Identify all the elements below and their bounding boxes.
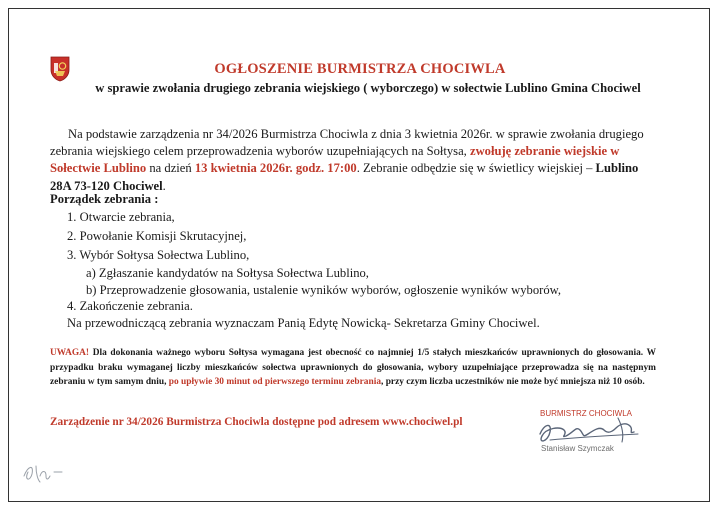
meeting-date-highlight: 13 kwietnia 2026r. godz. 17:00 <box>194 161 357 176</box>
announcement-subtitle: w sprawie zwołania drugiego zebrania wiejskiego ( wyborczego) w sołectwie Lublino Gmina Chociwel <box>95 81 641 95</box>
agenda-subitem: b) Przeprowadzenie głosowania, ustalenie wyników wyborów, ogłoszenie wyników wyborów, <box>86 283 562 297</box>
stamp-title: BURMISTRZ CHOCIWLA <box>540 409 632 418</box>
intro-text-date-prefix: na dzień <box>146 161 195 176</box>
convene-highlight: zwołuję zebranie wiejskie w Sołectwie Lublino <box>50 144 620 176</box>
ordinance-link[interactable]: Zarządzenie nr 34/2026 Burmistrza Chociwla dostępne pod adresem www.chociwel.pl <box>50 416 463 428</box>
meeting-location: Lublino 28A 73-120 Chociwel <box>50 161 639 193</box>
agenda-item: 1. Otwarcie zebrania, <box>67 210 175 224</box>
agenda-subitem: a) Zgłaszanie kandydatów na Sołtysa Sołectwa Lublino, <box>86 266 369 280</box>
agenda-item: 3. Wybór Sołtysa Sołectwa Lublino, <box>67 248 250 262</box>
handwritten-initials-icon <box>20 454 66 484</box>
stamp-name: Stanisław Szymczak <box>541 444 614 453</box>
agenda-item: 4. Zakończenie zebrania. <box>67 299 193 313</box>
intro-text: Na podstawie zarządzenia nr 34/2026 Burmistrza Chociwla z dnia 3 kwietnia 2026r. w sprawie zwołania drugiego zebrania wiejskiego celem przeprowadzenia wyborów uzupełniających na Sołtysa, <box>50 127 644 159</box>
intro-paragraph <box>50 126 655 195</box>
warning-highlight: po upływie 30 minut od pierwszego terminu zebrania <box>168 377 382 388</box>
intro-text-end: . <box>162 178 166 193</box>
announcement-title: OGŁOSZENIE BURMISTRZA CHOCIWLA <box>214 61 506 77</box>
agenda-item: 2. Powołanie Komisji Skrutacyjnej, <box>67 229 247 243</box>
warning-paragraph <box>50 346 656 390</box>
warning-label: UWAGA! <box>50 348 90 358</box>
chairperson-note: Na przewodniczącą zebrania wyznaczam Panią Edytę Nowicką- Sekretarza Gminy Chociwel. <box>67 316 540 330</box>
intro-text-location-prefix: . Zebranie odbędzie się w świetlicy wiejskiej – <box>356 161 596 176</box>
agenda-title: Porządek zebrania : <box>50 192 159 206</box>
warning-text: Dla dokonania ważnego wyboru Sołtysa wymagana jest obecność co najmniej 1/5 stałych mieszkańców uprawnionych do głosowania. W przypadku braku wymaganej liczby mieszkańców sołectwa uprawnionych do głosowania, wybory uzupełniające przeprowadza się na następnym zebraniu w tym samym dniu, <box>50 348 656 388</box>
warning-text-end: , przy czym liczba uczestników nie może być mniejsza niż 10 osób. <box>381 377 645 388</box>
